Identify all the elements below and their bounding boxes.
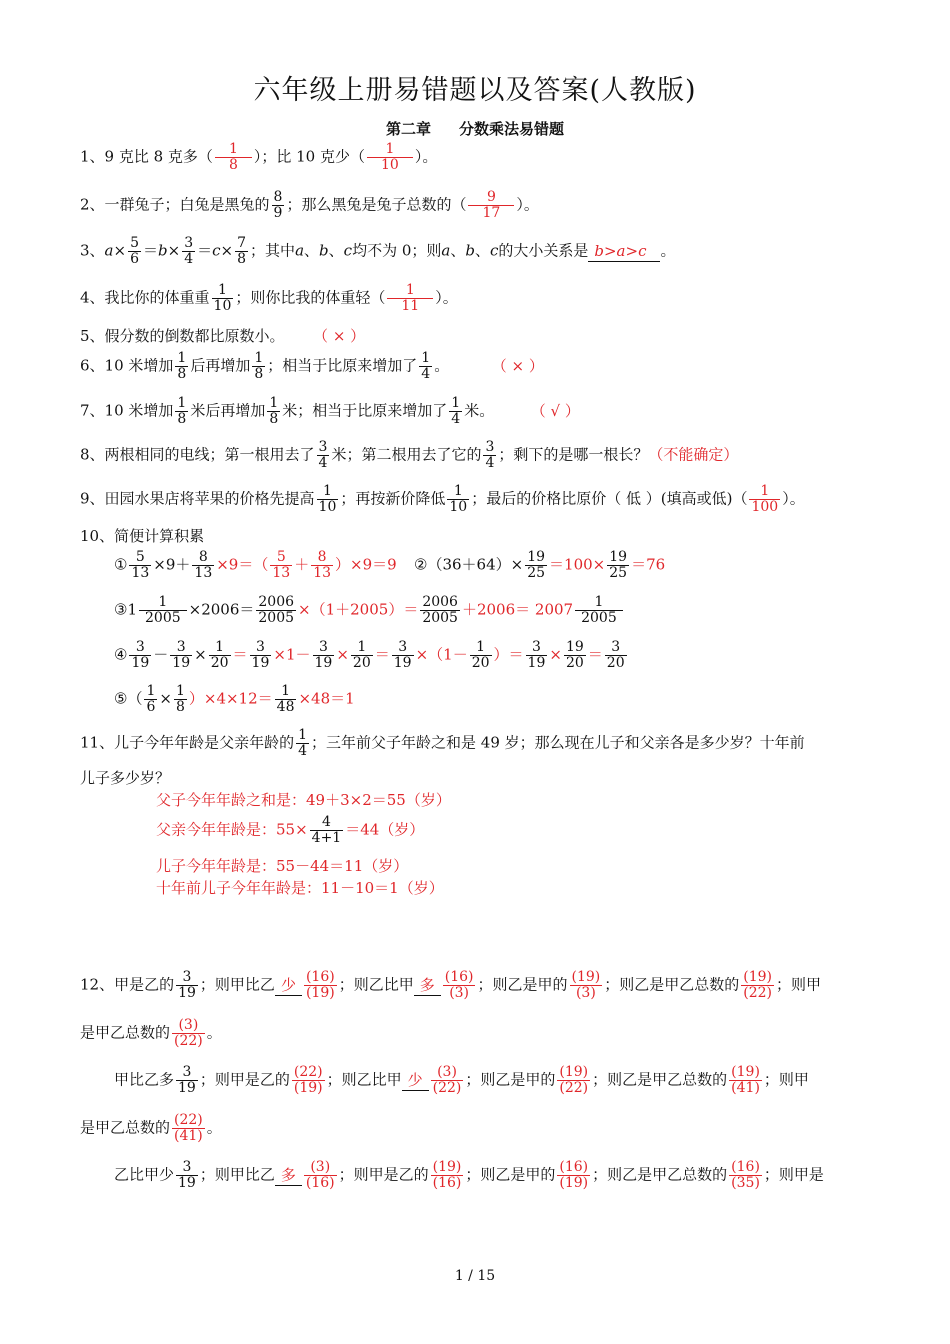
question-1: [80, 142, 437, 173]
fraction: $\frac{(19)}{(41)}$: [731, 1064, 760, 1096]
fraction: $\frac{19}{20}$: [565, 639, 584, 671]
q2-fraction: $\frac{8}{9}$: [273, 189, 283, 221]
fraction: $\frac{5}{6}$: [130, 235, 139, 267]
fraction: $\frac{(22)}{(41)}$: [174, 1112, 203, 1144]
q11-step-1: 父子今年年龄之和是：49＋3×2＝55（岁）: [156, 791, 451, 809]
q8-answer: （不能确定）: [648, 445, 739, 464]
fraction: $\frac{(16)}{(19)}$: [305, 969, 335, 1001]
fraction: $\frac{1}{8}$: [175, 683, 185, 715]
question-11-cont: 儿子多少岁？: [80, 769, 171, 787]
fraction: $\frac{3}{19}$: [314, 639, 333, 671]
fraction: $\frac{3}{19}$: [178, 1064, 196, 1096]
q2-answer: $\frac{9}{17}$: [468, 190, 514, 221]
fraction: $\frac{1}{8}$: [269, 395, 279, 427]
fraction: $\frac{5}{13}$: [131, 549, 150, 581]
fraction: $\frac{1}{20}$: [352, 639, 371, 671]
q11-step-4: 十年前儿子今年年龄是：11－10＝1（岁）: [156, 879, 444, 897]
fraction: $\frac{3}{19}$: [251, 639, 270, 671]
fraction: $\frac{1}{20}$: [210, 639, 229, 671]
fraction: $\frac{(3)}{(16)}$: [305, 1159, 335, 1191]
fraction: $\frac{19}{25}$: [527, 549, 546, 581]
question-11: 11、儿子今年年龄是父亲年龄的 $\frac{1}{4}$ ；三年前父子年龄之和是 49 岁；那么现在儿子和父亲各是多少岁？十年前: [80, 727, 805, 759]
question-12-line-5: 乙比甲少 $\frac{3}{19}$ ；则甲比乙 多 $\frac{(3)}{(16)}$ ；则甲是乙的 $\frac{(19)}{(16)}$ ；则乙是甲的 $\frac{(16)}{(19)}$ ；则乙是甲乙总数的 $\frac{(16)}{(35)}$ ；则甲是: [114, 1159, 824, 1191]
chapter-heading: [0, 118, 950, 139]
fraction: $\frac{3}{19}$: [178, 969, 196, 1001]
fraction: $\frac{3}{19}$: [527, 639, 546, 671]
fraction: $\frac{1}{20}$: [471, 639, 490, 671]
fraction: $\frac{1}{48}$: [276, 683, 295, 715]
fraction: $\frac{1}{8}$: [254, 350, 264, 382]
calc-2: ②（36＋64）× $\frac{19}{25}$ ＝100× $\frac{19}{25}$ ＝76: [414, 549, 666, 581]
fraction: $\frac{2006}{2005}$: [258, 594, 295, 626]
question-2: 2、一群兔子；白兔是黑兔的 $\frac{8}{9}$ ；那么黑兔是兔子总数的（ $\frac{9}{17}$ ）。: [80, 189, 539, 221]
fraction: $\frac{(3)}{(22)}$: [432, 1064, 462, 1096]
fraction: $\frac{(3)}{(22)}$: [174, 1017, 203, 1049]
fraction: $\frac{1}{4}$: [298, 727, 308, 759]
fraction: $\frac{2006}{2005}$: [422, 594, 458, 626]
question-3: 3、a× $\frac{5}{6}$ ＝b× $\frac{3}{4}$ ＝c× $\frac{7}{8}$ ；其中a、b、c均不为 0；则a、b、c的大小关系是 b>a>c 。: [80, 235, 676, 267]
q7-answer: （ √ ）: [538, 401, 580, 420]
chapter-name: 分数乘法易错题: [459, 120, 565, 138]
calc-4: ④ $\frac{3}{19}$ － $\frac{3}{19}$ × $\frac{1}{20}$ ＝ $\frac{3}{19}$ ×1－ $\frac{3}{19}$ × $\frac{1}{20}$ ＝ $\frac{3}{19}$ ×（1－ $\frac{1}{20}$ ）＝ $\frac{3}{19}$ × $\frac{19}{20}$ ＝ $\frac{3}{20}$: [114, 639, 625, 671]
fraction: $\frac{(19)}{(22)}$: [559, 1064, 589, 1096]
fraction: $\frac{1}{4}$: [421, 350, 431, 382]
question-7: 7、10 米增加 $\frac{1}{8}$ 米后再增加 $\frac{1}{8}$ 米；相当于比原来增加了 $\frac{1}{4}$ 米。 （ √ ）: [80, 395, 580, 427]
q1-text-3: ）。: [414, 147, 438, 166]
calc-3: ③1 $\frac{1}{2005}$ ×2006＝ $\frac{2006}{2005}$ ×（1＋2005）＝ $\frac{2006}{2005}$ ＋2006＝ 2007 $\frac{1}{2005}$: [114, 595, 625, 626]
fraction: $\frac{5}{13}$: [272, 549, 291, 581]
chapter-number: 第二章: [385, 120, 431, 138]
q11-step-2: 父亲今年年龄是：55× $\frac{4}{4+1}$ ＝44（岁）: [156, 814, 425, 846]
fraction: $\frac{3}{19}$: [178, 1159, 196, 1191]
fraction: $\frac{1}{4}$: [451, 395, 461, 427]
fraction: $\frac{19}{25}$: [609, 549, 628, 581]
fraction: $\frac{7}{8}$: [237, 235, 247, 267]
fraction: $\frac{1}{2005}$: [575, 595, 623, 626]
q4-answer: $\frac{1}{11}$: [387, 283, 433, 314]
q3-answer: b>a>c: [588, 241, 660, 262]
fraction: $\frac{1}{10}$: [449, 483, 468, 515]
q5-answer: （ × ）: [320, 327, 366, 345]
fraction: $\frac{3}{4}$: [318, 439, 328, 471]
fraction: $\frac{(16)}{(35)}$: [731, 1159, 760, 1191]
page-title: 六年级上册易错题以及答案(人教版): [253, 75, 697, 106]
fraction: $\frac{1}{6}$: [146, 683, 156, 715]
question-4: 4、我比你的体重重 $\frac{1}{10}$ ；则你比我的体重轻（ $\frac{1}{11}$ ）。: [80, 282, 458, 314]
question-10-title: 10、简便计算积累: [80, 527, 205, 545]
fraction: $\frac{3}{19}$: [172, 639, 191, 671]
fraction: $\frac{(19)}{(22)}$: [743, 969, 773, 1001]
fraction: $\frac{(19)}{(16)}$: [432, 1159, 462, 1191]
fraction: $\frac{4}{4+1}$: [311, 814, 342, 846]
q11-step-3: 儿子今年年龄是：55－44＝11（岁）: [156, 857, 409, 875]
q6-answer: （ × ）: [499, 356, 544, 375]
question-12-line-2: 是甲乙总数的 $\frac{(3)}{(22)}$ 。: [80, 1017, 222, 1049]
q1-text-2: ）；比 10 克少（: [253, 147, 365, 166]
fraction: $\frac{3}{4}$: [184, 235, 194, 267]
q1-answer-1: $\frac{1}{8}$: [215, 142, 252, 173]
fraction: $\frac{1}{8}$: [177, 395, 187, 427]
fraction: $\frac{8}{13}$: [313, 549, 332, 581]
fraction: $\frac{3}{4}$: [485, 439, 495, 471]
q1-text: 1、9 克比 8 克多（: [80, 147, 213, 166]
fraction: $\frac{8}{13}$: [194, 549, 213, 581]
fraction: $\frac{3}{19}$: [131, 639, 150, 671]
question-12-line-3: 甲比乙多 $\frac{3}{19}$ ；则甲是乙的 $\frac{(22)}{(19)}$ ；则乙比甲 少 $\frac{(3)}{(22)}$ ；则乙是甲的 $\frac{(19)}{(22)}$ ；则乙是甲乙总数的 $\frac{(19)}{(41)}$ ；则甲: [114, 1064, 809, 1096]
question-12-line-4: 是甲乙总数的 $\frac{(22)}{(41)}$ 。: [80, 1112, 222, 1144]
q9-answer: $\frac{1}{100}$: [751, 483, 779, 515]
calc-1: ① $\frac{5}{13}$ ×9＋ $\frac{8}{13}$ ×9＝（ $\frac{5}{13}$ ＋ $\frac{8}{13}$ ）×9＝9: [114, 549, 397, 581]
fraction: $\frac{1}{2005}$: [139, 595, 187, 626]
fraction: $\frac{1}{8}$: [177, 350, 187, 382]
fraction: $\frac{3}{19}$: [393, 639, 412, 671]
fraction: $\frac{(22)}{(19)}$: [293, 1064, 323, 1096]
fraction: $\frac{(16)}{(3)}$: [444, 969, 474, 1001]
question-9: 9、田园水果店将苹果的价格先提高 $\frac{1}{10}$ ；再按新价降低 $\frac{1}{10}$ ；最后的价格比原价（ 低 ）(填高或低)（ $\frac{1}{100}$ ）。: [80, 483, 805, 515]
fraction: $\frac{3}{20}$: [606, 639, 625, 671]
question-6: 6、10 米增加 $\frac{1}{8}$ 后再增加 $\frac{1}{8}$ ；相当于比原来增加了 $\frac{1}{4}$ 。 （ × ）: [80, 350, 544, 382]
q1-answer-2: $\frac{1}{10}$: [367, 142, 413, 173]
fraction: $\frac{(19)}{(3)}$: [571, 969, 601, 1001]
question-5: 5、假分数的倒数都比原数小。 （ × ）: [80, 327, 366, 345]
question-12-line-1: 12、甲是乙的 $\frac{3}{19}$ ；则甲比乙 少 $\frac{(16)}{(19)}$ ；则乙比甲 多 $\frac{(16)}{(3)}$ ；则乙是甲的 $\frac{(19)}{(3)}$ ；则乙是甲乙总数的 $\frac{(19)}{(22)}$ ；则甲: [80, 969, 822, 1001]
calc-5: ⑤（ $\frac{1}{6}$ × $\frac{1}{8}$ ）×4×12＝ $\frac{1}{48}$ ×48＝1: [114, 683, 355, 715]
fraction: $\frac{1}{10}$: [213, 282, 232, 314]
page-number: 1 / 15: [454, 1268, 496, 1284]
question-8: 8、两根相同的电线；第一根用去了 $\frac{3}{4}$ 米；第二根用去了它的 $\frac{3}{4}$ ；剩下的是哪一根长？（不能确定）: [80, 439, 739, 471]
fraction: $\frac{(16)}{(19)}$: [559, 1159, 589, 1191]
fraction: $\frac{1}{10}$: [318, 483, 337, 515]
